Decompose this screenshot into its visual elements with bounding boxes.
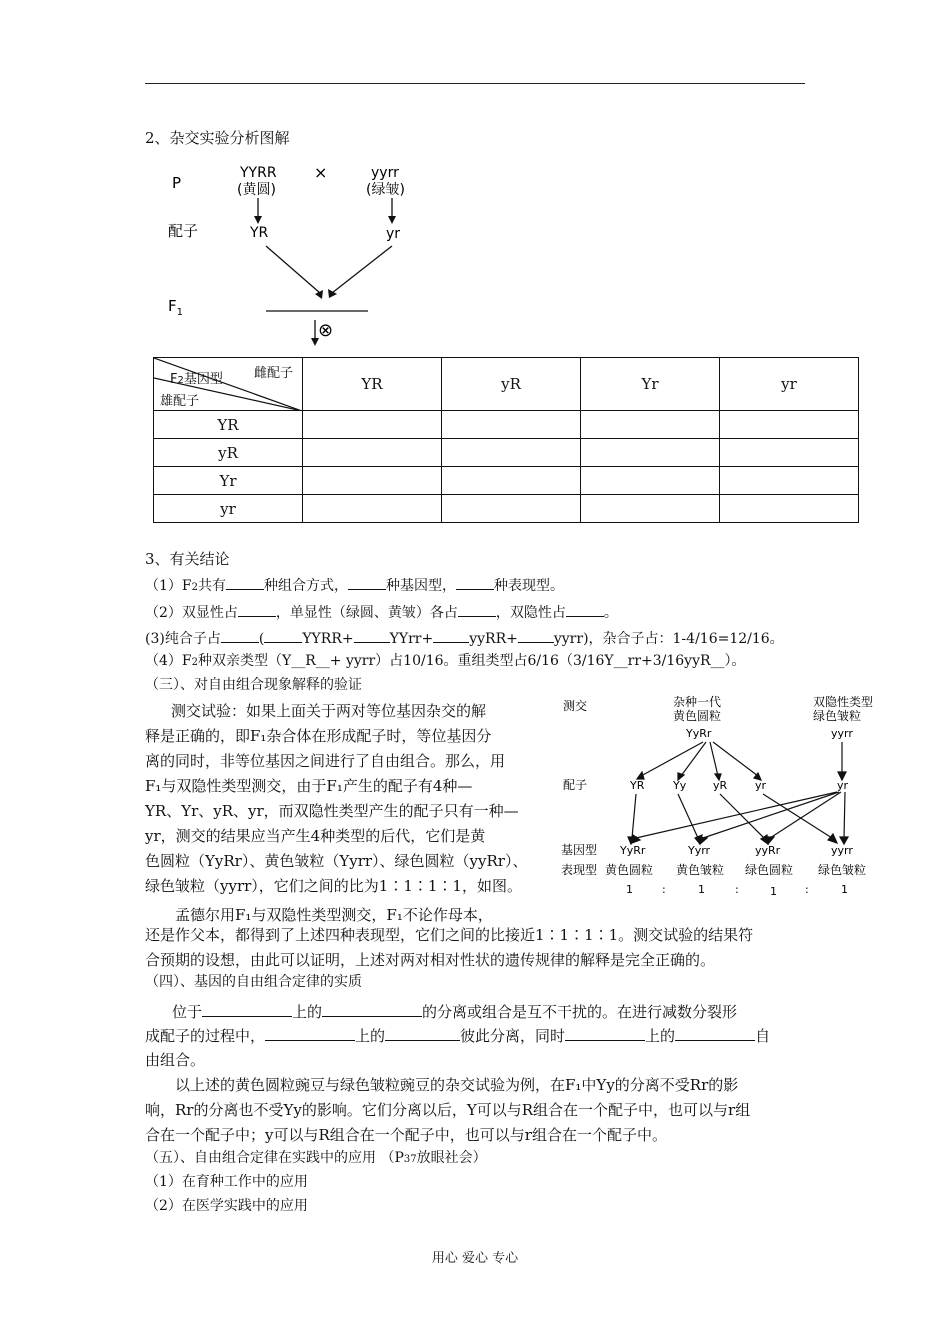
blank-field[interactable] [458, 601, 496, 617]
table-row [154, 495, 859, 523]
label-phenotype: 表现型 [561, 863, 598, 877]
f1-title-1: 杂种一代 [673, 695, 722, 709]
ratio-value: 1 [698, 883, 705, 896]
conclusion-4: （4）F2种双亲类型（Y__R__+ yyrr）占10/16。重组类型占6/16（3/16Y__rr+3/16yyR__）。 [145, 653, 746, 669]
gamete-2: yr [386, 226, 401, 242]
testcross-paragraph [145, 699, 545, 928]
cross-sign: × [314, 163, 328, 182]
gametes-label: 配子 [168, 222, 199, 240]
section-2-title: 2、杂交实验分析图解 [145, 129, 290, 147]
text-line: 色圆粒（YyRr）、黄色皱粒（Yyrr）、绿色圆粒（yyRr）、 [145, 852, 528, 870]
col-header: Yr [581, 358, 720, 411]
recessive-gamete: yr [837, 779, 849, 792]
recessive-title-1: 双隐性类型 [813, 695, 874, 709]
text-line: 还是作父本，都得到了上述四种表现型，它们之间的比接近1∶1∶1∶1。测交试验的结果符 [145, 926, 754, 944]
gamete: YR [630, 779, 645, 792]
table-row [154, 439, 859, 467]
text-line: YR、Yr、yR、yr，而双隐性类型产生的配子只有一种— [145, 802, 519, 820]
p2-genotype: yyrr [371, 165, 399, 181]
col-header: YR [303, 358, 442, 411]
table-row [154, 467, 859, 495]
conclusion-3: (3)纯合子占 ( YYRR+ YYrr+ yyRR+ yyrr)，杂合子占：1-4/16=12/16。 [145, 627, 784, 649]
text-line: 响，Rr的分离也不受Yy的影响。它们分离以后，Y可以与R组合在一个配子中，也可以与r组 [145, 1101, 751, 1119]
p2-phenotype: (绿皱) [366, 182, 405, 198]
offspring-phenotype: 绿色皱粒 [818, 863, 867, 877]
offspring-genotype: YyRr [620, 844, 646, 857]
recessive-title-2: 绿色皱粒 [813, 709, 862, 723]
text-line: 离的同时，非等位基因之间进行了自由组合。那么，用 [145, 752, 506, 770]
male-gamete-label: 雄配子 [160, 394, 200, 409]
offspring-phenotype: 黄色圆粒 [605, 863, 654, 877]
header-rule [145, 83, 805, 84]
text-line: 释是正确的，即F₁杂合体在形成配子时，等位基因分 [145, 727, 492, 745]
table-corner-cell [154, 358, 303, 411]
gamete: Yy [673, 779, 687, 792]
p1-phenotype: (黄圆) [237, 182, 276, 198]
col-header: yR [442, 358, 581, 411]
blank-field[interactable] [238, 601, 276, 617]
f2-genotype-label: F2基因型 [170, 372, 223, 387]
application-item: （1）在育种工作中的应用 [145, 1174, 308, 1190]
arrowhead-p1 [254, 216, 262, 224]
offspring-phenotype: 黄色皱粒 [676, 863, 725, 877]
row-header: yr [154, 495, 303, 523]
ratio-value: 1 [626, 883, 633, 896]
text-line: F₁与双隐性类型测交，由于F₁产生的配子有4种— [145, 777, 473, 795]
gamete: yR [713, 779, 728, 792]
blank-field[interactable] [264, 627, 302, 643]
label-gametes: 配子 [563, 778, 588, 792]
empty-cell [720, 495, 859, 523]
blank-field[interactable] [518, 627, 554, 643]
offspring-genotype: yyRr [755, 844, 781, 857]
blank-field[interactable] [322, 1001, 422, 1017]
blank-field[interactable] [221, 627, 259, 643]
offspring-genotype: yyrr [831, 844, 853, 857]
blank-field[interactable] [354, 627, 390, 643]
empty-cell [720, 411, 859, 439]
arrowhead-p2 [388, 216, 396, 224]
gamete-1: YR [250, 225, 269, 241]
blank-field[interactable] [456, 574, 494, 590]
section-3-title: 3、有关结论 [145, 550, 230, 568]
empty-cell [303, 495, 442, 523]
empty-cell [581, 495, 720, 523]
text-line: 合在一个配子中；y可以与R组合在一个配子中，也可以与r组合在一个配子中。 [145, 1126, 667, 1144]
essence-line-3: 由组合。 [145, 1051, 206, 1069]
conclusion-1: （1）F2共有 种组合方式， 种基因型， 种表现型。 [145, 574, 564, 597]
selfing-symbol: ⊗ [318, 320, 334, 341]
empty-cell [720, 439, 859, 467]
col-header: yr [720, 358, 859, 411]
text-line: 绿色皱粒（yyrr），它们之间的比为1∶1∶1∶1，如图。 [145, 877, 522, 895]
row-header: Yr [154, 467, 303, 495]
empty-cell [442, 495, 581, 523]
p-label: P [172, 174, 182, 192]
f1-gamete-arrows [637, 742, 846, 780]
female-gamete-label: 雌配子 [254, 366, 294, 381]
text-line: 合预期的设想，由此可以证明，上述对两对相对性状的遗传规律的解释是完全正确的。 [145, 951, 716, 969]
blank-field[interactable] [385, 1025, 460, 1041]
empty-cell [303, 411, 442, 439]
conclusion-2: （2）双显性占 ，单显性（绿圆、黄皱）各占 ，双隐性占 。 [145, 601, 618, 623]
text-line: 测交试验：如果上面关于两对等位基因杂交的解 [171, 702, 487, 720]
blank-field[interactable] [348, 574, 386, 590]
cross-diagram [160, 160, 420, 355]
empty-cell [581, 439, 720, 467]
section-c-title: （三）、对自由组合现象解释的验证 [145, 677, 362, 693]
essence-line-1: 位于 上的 的分离或组合是互不干扰的。在进行减数分裂形 [172, 1003, 738, 1021]
section-e-title: （五）、自由组合定律在实践中的应用 （P37放眼社会） [145, 1150, 487, 1166]
empty-cell [720, 467, 859, 495]
label-genotype: 基因型 [561, 843, 598, 857]
gamete: yr [755, 779, 767, 792]
blank-field[interactable] [226, 574, 264, 590]
essence-line-2: 成配子的过程中， 上的 彼此分离，同时 上的 自 [145, 1027, 771, 1045]
f1-label: $F_1$ [168, 297, 184, 318]
blank-field[interactable] [675, 1025, 755, 1041]
testcross-diagram [558, 692, 883, 902]
blank-field[interactable] [566, 601, 604, 617]
row-header: yR [154, 439, 303, 467]
ratio-value: 1 [841, 883, 848, 896]
arrow-g2 [332, 246, 392, 293]
f2-punnett-table [153, 357, 859, 523]
ratio-value: 1 [770, 885, 777, 898]
f1-genotype: YyRr [686, 727, 712, 740]
ratio-separator: : [735, 883, 739, 896]
text-line: yr，测交的结果应当产生4种类型的后代，它们是黄 [145, 827, 486, 845]
text-line: 孟德尔用F₁与双隐性类型测交，F₁不论作母本， [175, 906, 493, 924]
empty-cell [581, 411, 720, 439]
offspring-genotype: Yyrr [688, 844, 711, 857]
application-item: （2）在医学实践中的应用 [145, 1198, 308, 1214]
blank-field[interactable] [202, 1001, 292, 1017]
p1-genotype: YYRR [240, 165, 277, 181]
empty-cell [581, 467, 720, 495]
f1-title-2: 黄色圆粒 [673, 709, 722, 723]
empty-cell [442, 439, 581, 467]
empty-cell [303, 439, 442, 467]
blank-field[interactable] [433, 627, 469, 643]
empty-cell [303, 467, 442, 495]
recessive-genotype: yyrr [831, 727, 853, 740]
offspring-phenotype: 绿色圆粒 [745, 863, 794, 877]
empty-cell [442, 467, 581, 495]
offspring-arrows [628, 792, 848, 844]
text-line: 以上述的黄色圆粒豌豆与绿色皱粒豌豆的杂交试验为例，在F₁中Yy的分离不受Rr的影 [175, 1076, 739, 1094]
ratio-separator: : [805, 883, 809, 896]
page-footer: 用心 爱心 专心 [431, 1251, 519, 1266]
label-testcross: 测交 [563, 699, 588, 713]
table-row [154, 411, 859, 439]
blank-field[interactable] [265, 1025, 355, 1041]
row-header: YR [154, 411, 303, 439]
arrow-g1 [266, 246, 320, 293]
section-d-title: （四）、基因的自由组合定律的实质 [145, 974, 362, 990]
empty-cell [442, 411, 581, 439]
ratio-separator: : [662, 883, 666, 896]
blank-field[interactable] [565, 1025, 645, 1041]
